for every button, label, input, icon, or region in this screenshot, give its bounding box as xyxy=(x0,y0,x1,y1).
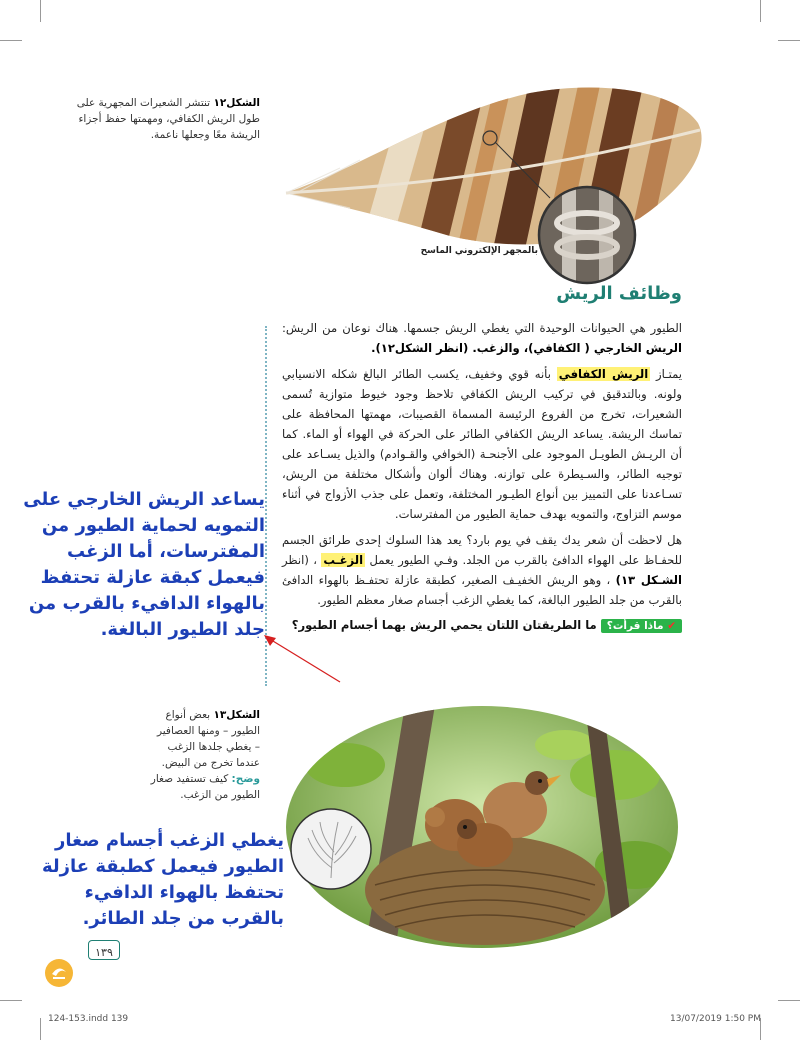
highlight-contour-feather: الريش الكفافي xyxy=(558,367,649,381)
micrograph-label: بالمجهر الإلكتروني الماسح xyxy=(420,246,538,256)
section-title: وظائف الريش xyxy=(556,283,682,304)
paragraph-1 xyxy=(282,318,682,358)
crop-mark xyxy=(0,40,22,41)
paragraph-2 xyxy=(282,364,682,524)
crop-mark xyxy=(778,1000,800,1001)
footer-file: 124-153.indd 139 xyxy=(48,1014,129,1024)
figure13-label: الشكل١٣ xyxy=(213,709,260,721)
paragraph-2-rest: بأنه قوي وخفيف، يكسب الطائر البالغ شكله الانسيابي ولونه. وبالتدقيق في تركيب الريش الكفافي تلاحظ وجود خيوط متوازية تُسمى الشعيرات، تخرج من الفروع الرئيسة المسماة القصيبات، مهمتها المحافظة على تماسك الريشة. يساعد الريش الكفافي الطائر على الحركة في الهواء أو الماء. كما أن الريـش الطويـل الموجود على الأجنحـة (الخوافي والقـوادم) والذيل يسـاعد على توجيه الطائر، والسـيطرة على توازنه. وهناك ألوان وأشكال مختلفة من الريش، تسـاعدنا على التمييز بين أنواع الطيـور المختلفة، وتعمل على جذب الأزواج في أثناء موسم التزاوج، والتمويه بهدف حماية الطيور من المفترسات. xyxy=(282,367,682,521)
figure12-label: الشكل١٢ xyxy=(213,97,260,109)
crop-mark xyxy=(40,0,41,22)
down-feather-inset xyxy=(290,808,372,890)
annotation-note-1: يساعد الريش الخارجي على التمويه لحماية الطيور من المفترسات، أما الزغب فيعمل كبقة عازلة تحتفظ بالهواء الدافيء بالقرب من جلد الطيور البالغة. xyxy=(23,489,265,640)
paragraph-3-d: ، وهو الريش الخفيـف الصغير، كطبقة عازلة تحتفـظ بالهواء الدافئ بالقرب من جلد الطيور البالغة، كما يغطي الزغب أجسام صغار معظم الطيور. xyxy=(282,573,682,607)
figure13-hint-label: وضح: xyxy=(231,773,260,785)
reading-check-question: ما الطريقتان اللتان يحمي الريش بهما أجسام الطيور؟ xyxy=(291,618,597,632)
crop-mark xyxy=(778,40,800,41)
figure13-caption-text: بعض أنواع الطيور – ومنها العصافير – يغطي جلدها الزغب عندما تخرج من البيض. xyxy=(156,709,260,769)
paragraph-3-a: هل لاحظت أن شعر يدك يقف في يوم بارد؟ يعد هذا السلوك إحدى طرائق الجسم للحفـاظ على الهواء الدافئ بالقرب من الجلد. وفـي الطيور يعمل xyxy=(282,533,683,567)
paragraph-1-types: الريش الخارجي ( الكفافي)، والزغب. (انظر الشكل١٢). xyxy=(371,341,682,355)
highlight-down-feather: الزغـب xyxy=(323,553,364,567)
annotation-arrow xyxy=(260,630,350,690)
reading-check-badge xyxy=(601,619,682,633)
paragraph-1-intro: الطيور هي الحيوانات الوحيدة التي يغطي الريش جسمها. هناك نوعان من الريش: xyxy=(282,321,682,335)
body-text-column xyxy=(282,318,682,633)
figure13-hint xyxy=(150,771,260,803)
page-number: ١٣٩ xyxy=(95,946,113,959)
annotation-note-2: يغطي الزغب أجسام صغار الطيور فيعمل كطبقة عازلة تحتفظ بالهواء الدافيء بالقرب من جلد الطائر. xyxy=(42,830,284,929)
paragraph-3-figure-ref: الشـكل ١٣) xyxy=(615,573,682,587)
crop-mark xyxy=(0,1000,22,1001)
figure13-hint-text: كيف تستفيد صغار الطيور من الزغب. xyxy=(150,773,260,801)
micrograph-image xyxy=(537,185,637,285)
paragraph-3 xyxy=(282,530,682,610)
check-icon: ✔ xyxy=(667,620,676,632)
figure13-caption xyxy=(150,707,260,803)
page-number-box xyxy=(88,940,120,960)
crop-mark xyxy=(760,0,761,22)
footer-timestamp: 13/07/2019 1:50 PM xyxy=(670,1014,761,1024)
paragraph-2-lead: يمتـاز xyxy=(656,367,683,381)
paragraph-3-b: ، (انظر xyxy=(282,553,318,567)
crop-mark xyxy=(40,1018,41,1040)
figure12-caption xyxy=(60,95,260,143)
figure12-caption-text: تنتشر الشعيرات المجهرية على طول الريش الكفافي، ومهمتها حفظ أجزاء الريشة معًا وجعلها ناعمة. xyxy=(76,97,260,141)
publisher-logo-icon xyxy=(44,958,74,988)
feather-image xyxy=(280,68,710,268)
reading-check-badge-label: ماذا قرأت؟ xyxy=(606,620,664,632)
